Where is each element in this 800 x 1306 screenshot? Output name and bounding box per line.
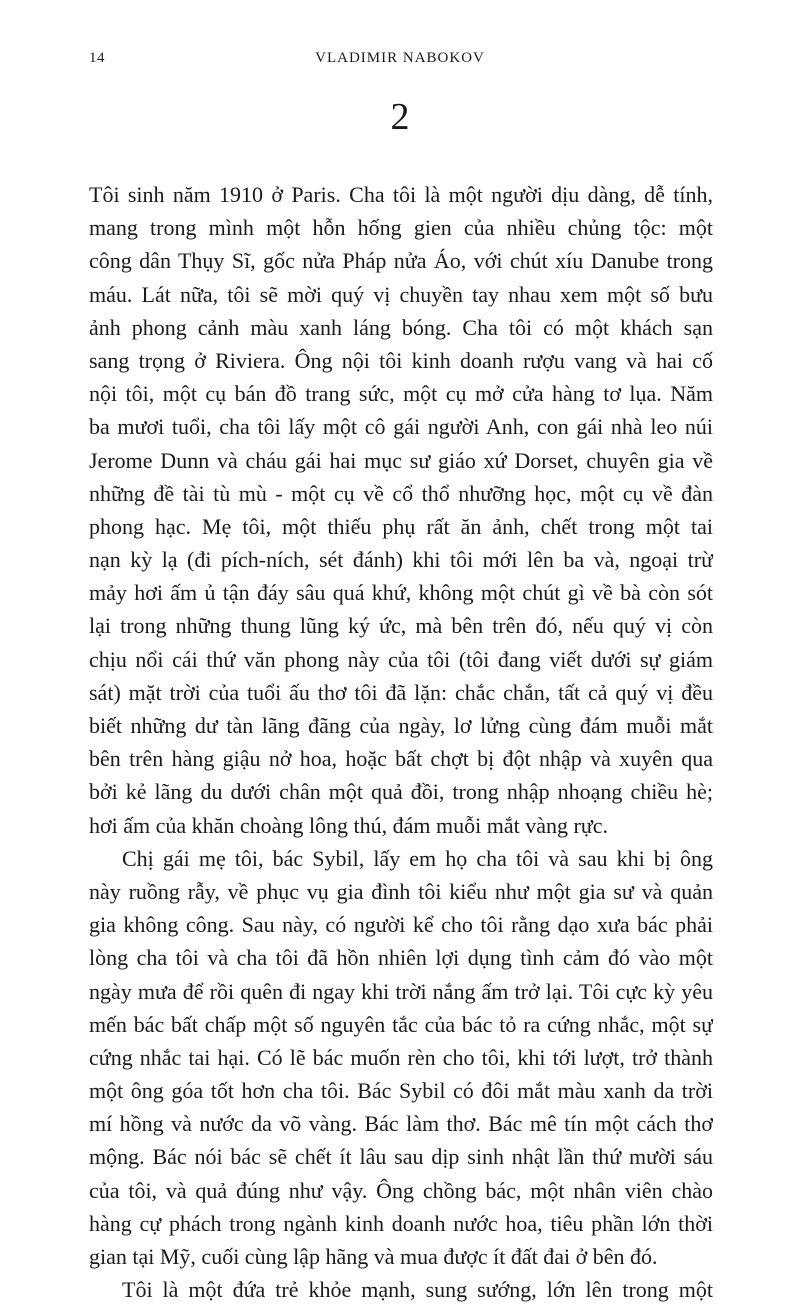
- text-line: phong hạc. Mẹ tôi, một thiếu phụ rất ăn ảnh, chết trong một tai: [89, 513, 713, 539]
- text-line: hàng cự phách trong ngành kinh doanh nước hoa, tiêu phần lớn thời: [89, 1210, 713, 1236]
- text-line: máu. Lát nữa, tôi sẽ mời quý vị chuyền tay nhau xem một số bưu: [89, 281, 713, 307]
- text-line: mến bác bất chấp một số nguyên tắc của bác tỏ ra cứng nhắc, một sự: [89, 1011, 713, 1037]
- paragraph-3: [89, 1273, 713, 1306]
- paragraph-1: [89, 178, 713, 842]
- text-line: Chị gái mẹ tôi, bác Sybil, lấy em họ cha tôi và sau khi bị ông: [122, 845, 713, 871]
- running-head-author: VLADIMIR NABOKOV: [315, 50, 485, 66]
- text-line: này ruồng rẫy, về phục vụ gia đình tôi kiểu như một gia sư và quản: [89, 878, 713, 904]
- text-line: gian tại Mỹ, cuối cùng lập hãng và mua được ít đất đai ở bên đó.: [89, 1244, 658, 1269]
- text-line: lại trong những thung lũng ký ức, mà bên trên đó, nếu quý vị còn: [89, 613, 713, 639]
- text-line: Tôi là một đứa trẻ khỏe mạnh, sung sướng, lớn lên trong một: [122, 1277, 713, 1303]
- text-line: của tôi, và quả đúng như vậy. Ông chồng bác, một nhân viên chào: [89, 1177, 713, 1203]
- text-line: ảnh phong cảnh màu xanh láng bóng. Cha tôi có một khách sạn: [89, 314, 713, 340]
- text-line: bên trên hàng giậu nở hoa, hoặc bất chợt bị đột nhập và xuyên qua: [89, 746, 713, 772]
- text-line: nạn kỳ lạ (đi pích-ních, sét đánh) khi tôi mới lên ba và, ngoại trừ: [89, 547, 713, 573]
- text-line: mảy hơi ấm ủ tận đáy sâu quá khứ, không một chút gì về bà còn sót: [89, 580, 713, 606]
- text-line: bởi kẻ lãng du dưới chân một quả đồi, trong nhập nhoạng chiều hè;: [89, 779, 713, 805]
- text-line: sát) mặt trời của tuổi ấu thơ tôi đã lặn: chắc chắn, tất cả quý vị đều: [89, 679, 713, 705]
- text-line: cứng nhắc tai hại. Có lẽ bác muốn rèn cho tôi, khi tới lượt, trở thành: [89, 1044, 713, 1070]
- chapter-number: 2: [390, 96, 410, 138]
- text-line: mí hồng và nước da võ vàng. Bác làm thơ. Bác mê tín một cách thơ: [89, 1111, 713, 1137]
- text-line: Tôi sinh năm 1910 ở Paris. Cha tôi là một người dịu dàng, dễ tính,: [89, 182, 713, 207]
- text-line: biết những dư tàn lãng đãng của ngày, lơ lửng cùng đám muỗi mắt: [89, 713, 713, 738]
- text-line: một ông góa tốt hơn cha tôi. Bác Sybil có đôi mắt màu xanh da trời: [89, 1078, 713, 1104]
- text-line: những đề tài tù mù - một cụ về cổ thổ nhưỡng học, một cụ về đàn: [89, 480, 713, 506]
- body-text: [89, 178, 713, 1306]
- page-number: 14: [89, 50, 105, 66]
- text-line: hơi ấm của khăn choàng lông thú, đám muỗi mắt vàng rực.: [89, 812, 609, 838]
- running-head: [89, 50, 711, 74]
- paragraph-2: [89, 842, 713, 1273]
- text-line: sang trọng ở Riviera. Ông nội tôi kinh doanh rượu vang và hai cố: [89, 347, 713, 373]
- text-line: nội tôi, một cụ bán đồ trang sức, một cụ mở cửa hàng tơ lụa. Năm: [89, 381, 713, 407]
- text-line: gia không công. Sau này, có người kể cho tôi rằng dạo xưa bác phải: [89, 912, 713, 938]
- text-line: ngày mưa để rồi quên đi ngay khi trời nắng ấm trở lại. Tôi cực kỳ yêu: [89, 978, 713, 1004]
- text-line: chịu nổi cái thứ văn phong này của tôi (tôi đang viết dưới sự giám: [89, 646, 713, 672]
- text-line: mang trong mình một hỗn hống gien của nhiều chủng tộc: một: [89, 215, 713, 241]
- text-line: Jerome Dunn và cháu gái hai mục sư giáo xứ Dorset, chuyên gia về: [89, 447, 713, 473]
- text-line: lòng cha tôi và cha tôi đã hồn nhiên lợi dụng tình cảm đó vào một: [89, 945, 713, 971]
- text-line: ba mươi tuổi, cha tôi lấy một cô gái người Anh, con gái nhà leo núi: [89, 414, 713, 440]
- text-line: công dân Thụy Sĩ, gốc nửa Pháp nửa Áo, với chút xíu Danube trong: [89, 248, 713, 274]
- text-line: mộng. Bác nói bác sẽ chết ít lâu sau dịp sinh nhật lần thứ mười sáu: [89, 1144, 713, 1170]
